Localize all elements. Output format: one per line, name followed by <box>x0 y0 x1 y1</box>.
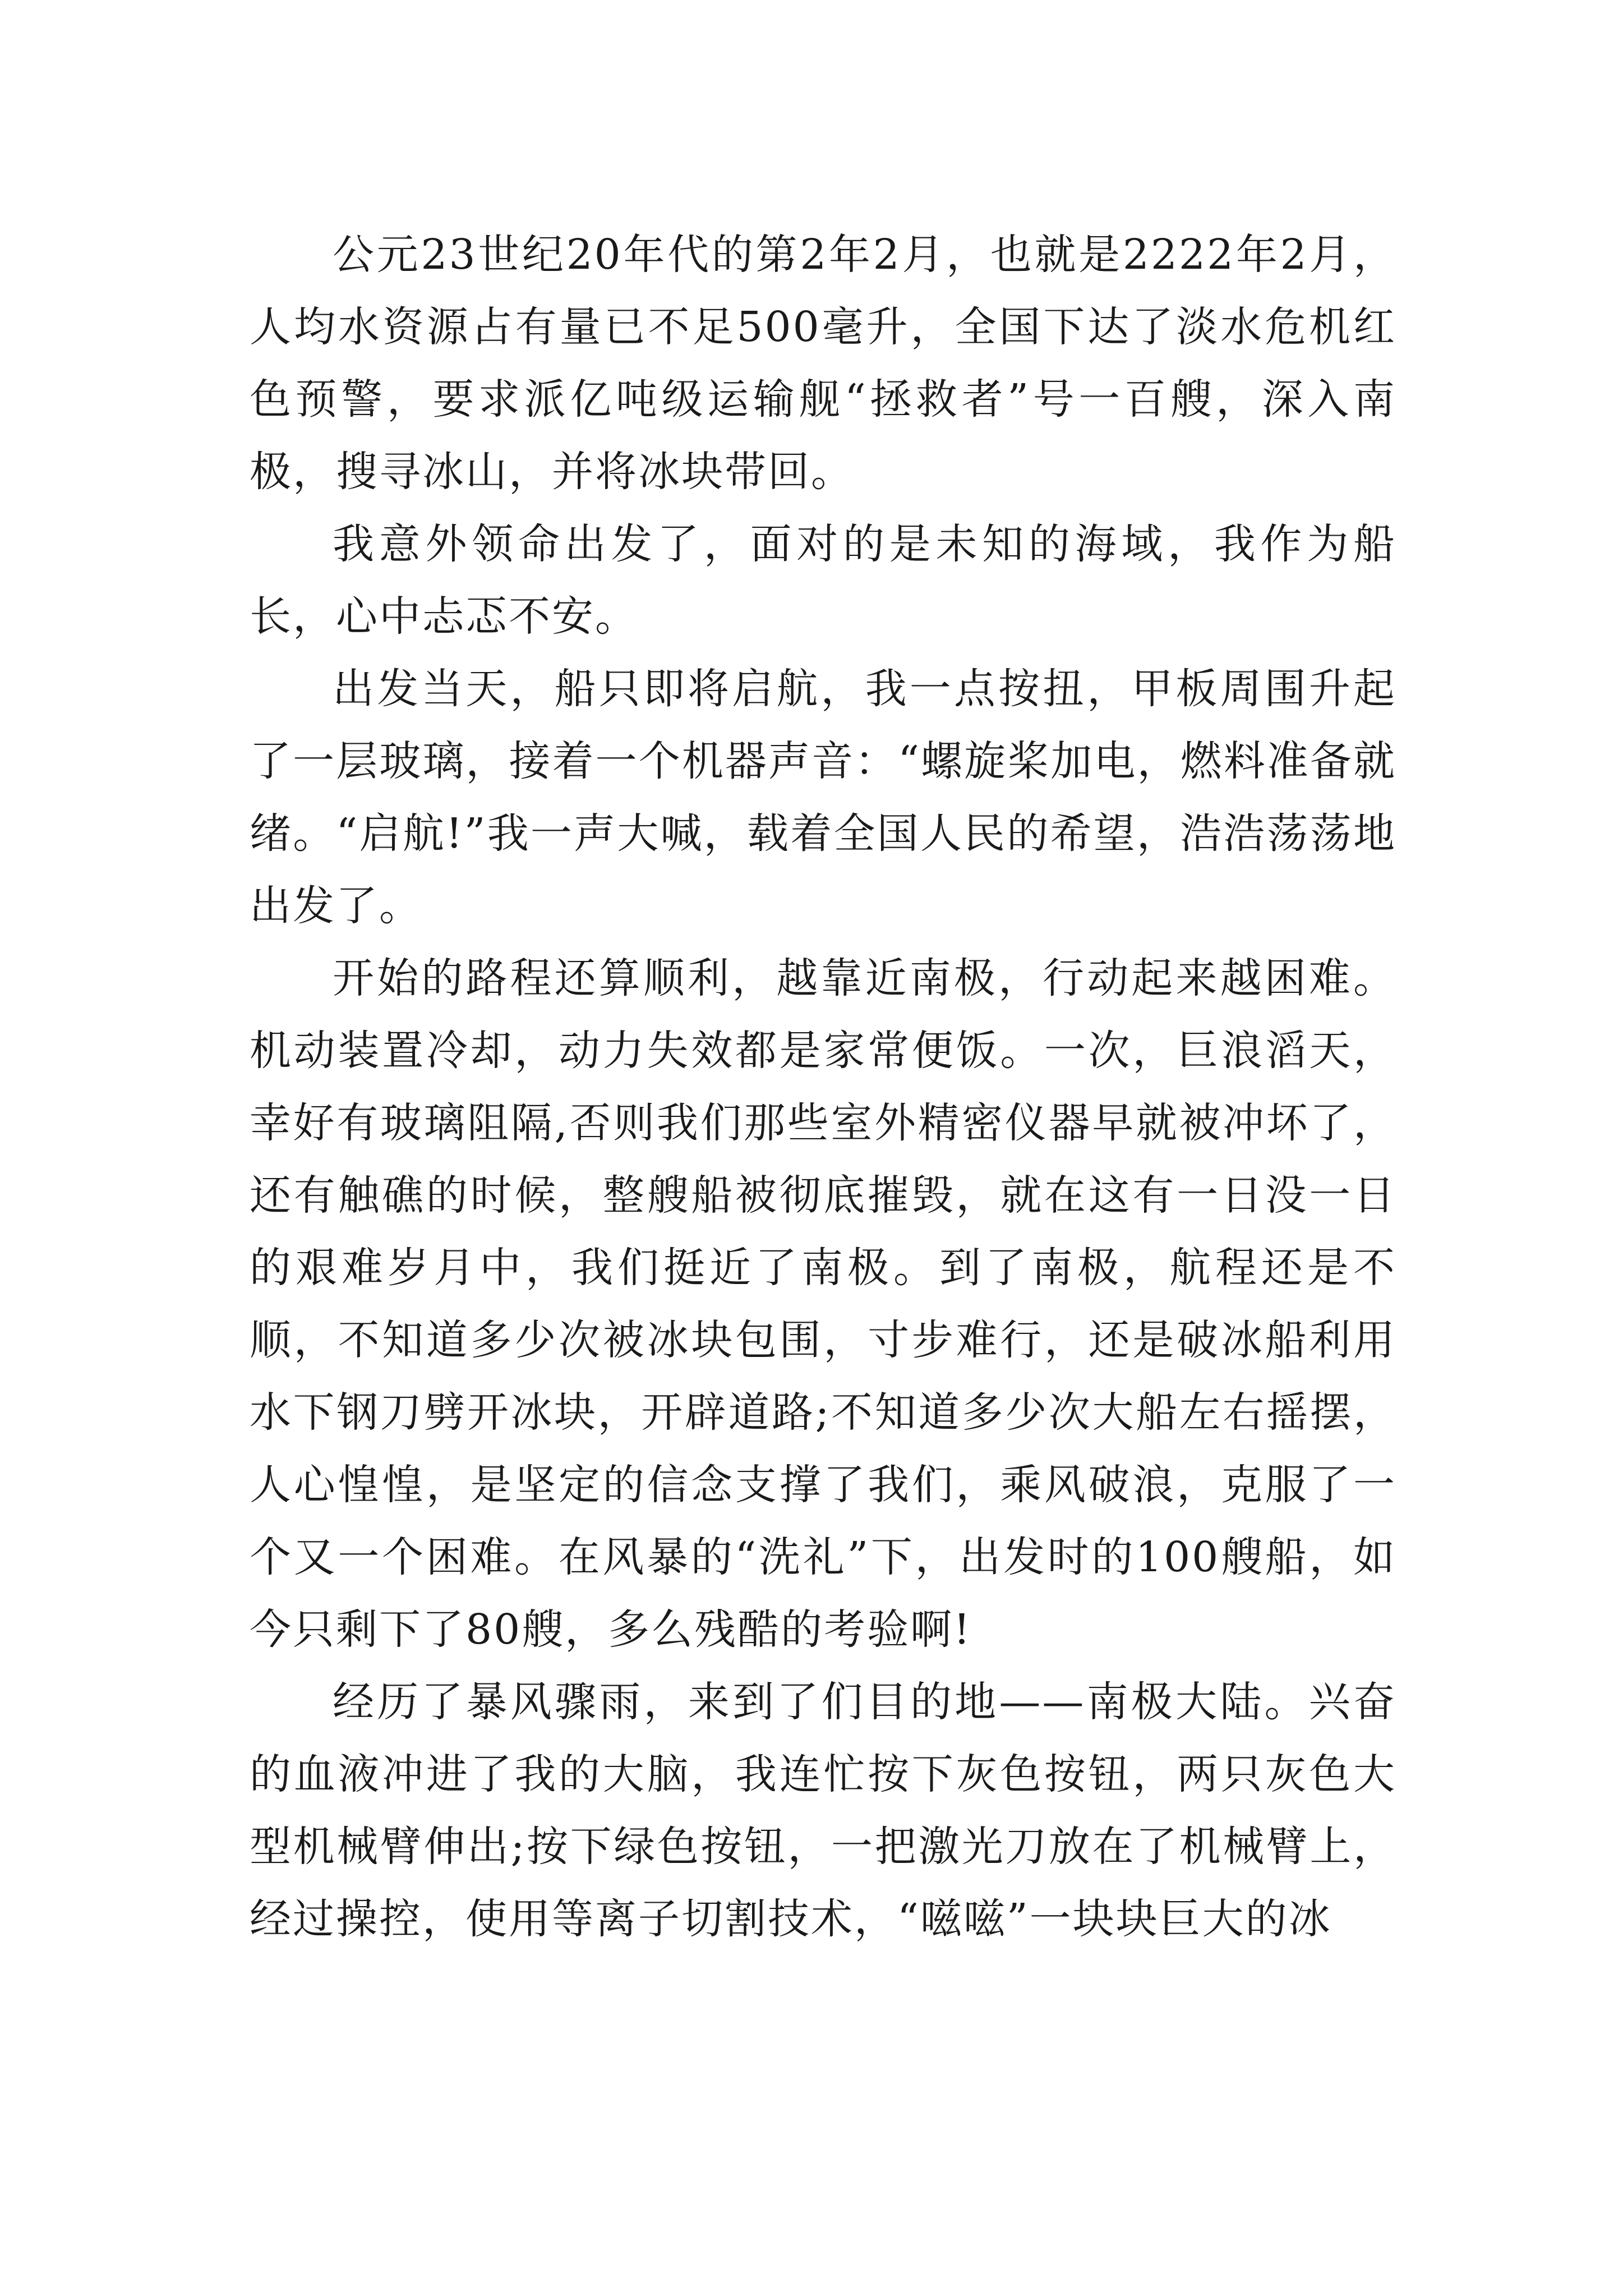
body-text <box>250 219 1396 1955</box>
paragraph-3: 出发当天，船只即将启航，我一点按扭，甲板周围升起了一层玻璃，接着一个机器声音：“螺旋桨加电，燃料准备就绪。“启航!”我一声大喊，载着全国人民的希望，浩浩荡荡地出发了。 <box>250 665 1396 930</box>
paragraph-4: 开始的路程还算顺利，越靠近南极，行动起来越困难。机动装置冷却，动力失效都是家常便饭。一次，巨浪滔天，幸好有玻璃阻隔,否则我们那些室外精密仪器早就被冲坏了，还有触礁的时候，整艘船被彻底摧毁，就在这有一日没一日的艰难岁月中，我们挺近了南极。到了南极，航程还是不顺，不知道多少次被冰块包围，寸步难行，还是破冰船利用水下钢刀劈开冰块，开辟道路;不知道多少次大船左右摇摆，人心惶惶，是坚定的信念支撑了我们，乘风破浪，克服了一个又一个困难。在风暴的“洗礼”下，出发时的100艘船，如今只剩下了80艘，多么残酷的考验啊! <box>250 954 1396 1654</box>
paragraph-5: 经历了暴风骤雨，来到了们目的地——南极大陆。兴奋的血液冲进了我的大脑，我连忙按下灰色按钮，两只灰色大型机械臂伸出;按下绿色按钮，一把激光刀放在了机械臂上，经过操控，使用等离子切割技术，“嗞嗞”一块块巨大的冰 <box>250 1678 1396 1943</box>
paragraph-1: 公元23世纪20年代的第2年2月，也就是2222年2月，人均水资源占有量已不足500毫升，全国下达了淡水危机红色预警，要求派亿吨级运输舰“拯救者”号一百艘，深入南极，搜寻冰山，并将冰块带回。 <box>250 231 1396 496</box>
paragraph-2: 我意外领命出发了，面对的是未知的海域，我作为船长，心中忐忑不安。 <box>250 520 1396 641</box>
